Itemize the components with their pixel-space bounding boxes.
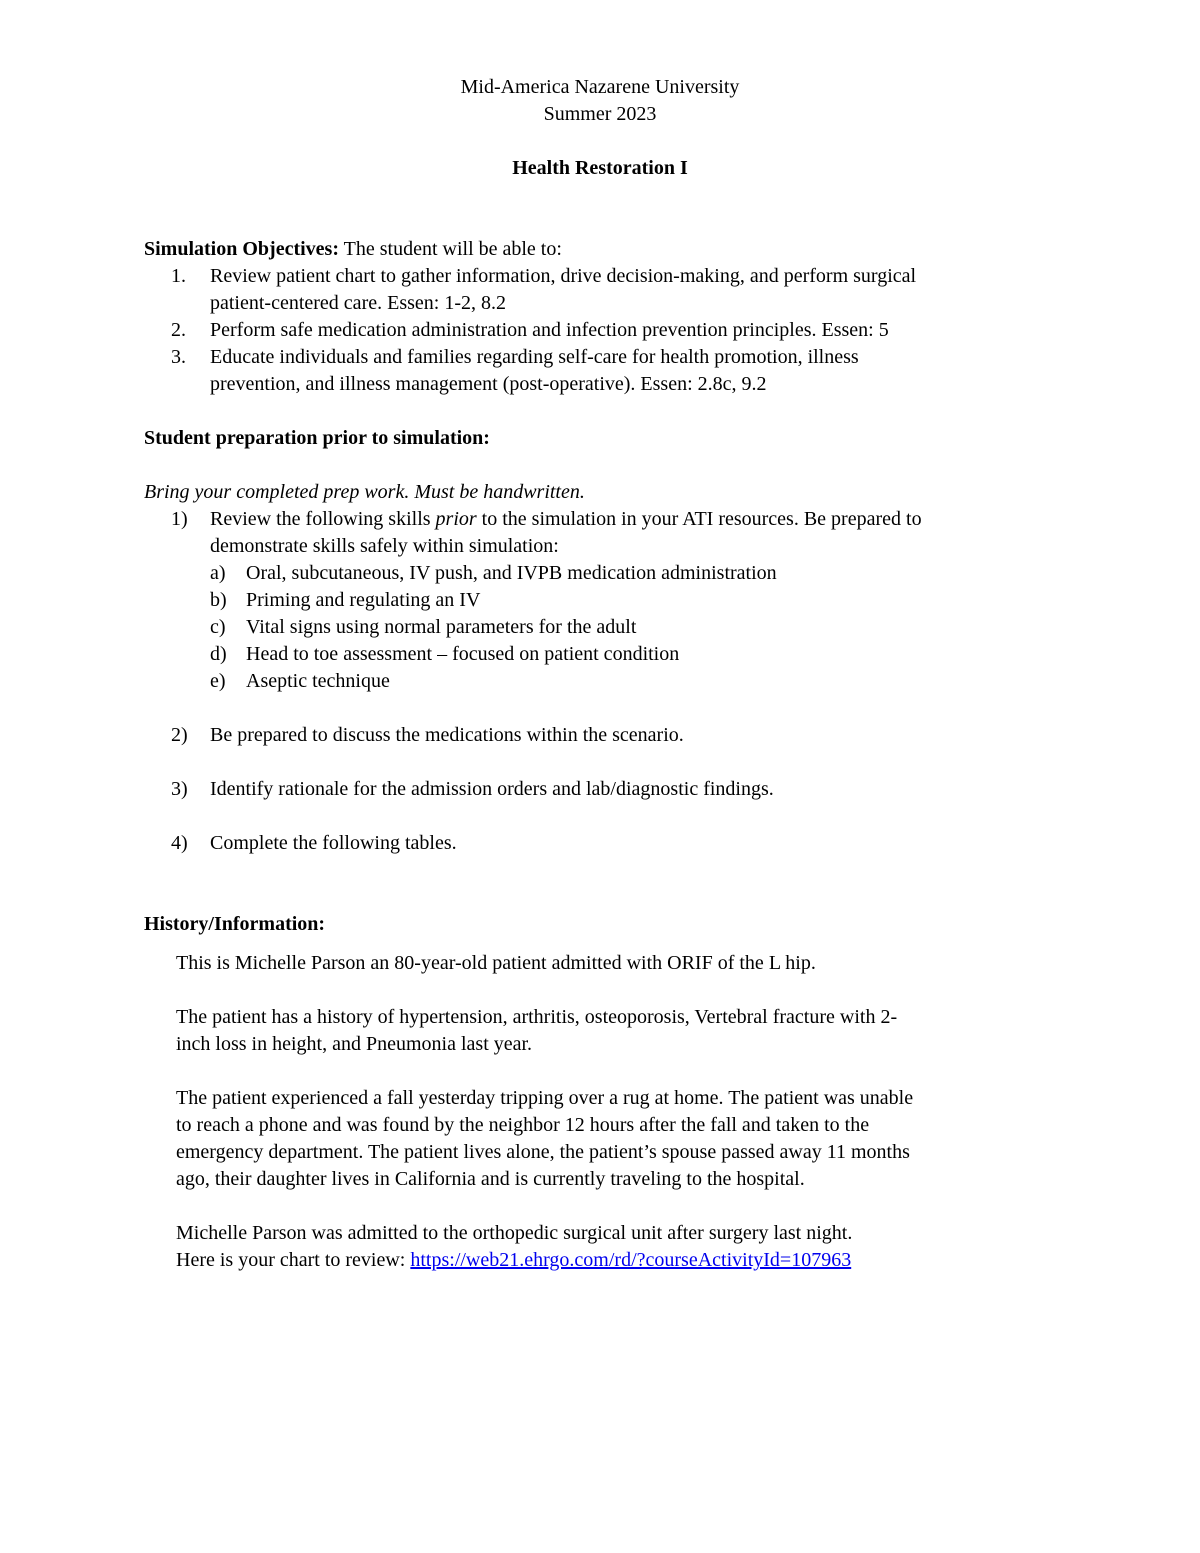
objective-1-line-2: patient-centered care. Essen: 1-2, 8.2 xyxy=(210,292,506,314)
skill-item: Head to toe assessment – focused on patient condition xyxy=(246,643,680,665)
history-paragraph-3-line-3: emergency department. The patient lives alone, the patient’s spouse passed away 11 months xyxy=(176,1141,910,1163)
history-paragraph-3-line-4: ago, their daughter lives in California and is currently traveling to the hospital. xyxy=(176,1168,805,1190)
skill-letter: a) xyxy=(210,562,226,584)
step-number: 2) xyxy=(171,724,188,746)
skill-item: Priming and regulating an IV xyxy=(246,589,481,611)
preparation-heading: Student preparation prior to simulation: xyxy=(144,427,490,449)
step-number: 1) xyxy=(171,508,188,530)
step-2-text: Be prepared to discuss the medications within the scenario. xyxy=(210,724,684,746)
skill-letter: b) xyxy=(210,589,227,611)
skill-letter: d) xyxy=(210,643,227,665)
step-number: 4) xyxy=(171,832,188,854)
skill-letter: e) xyxy=(210,670,226,692)
step-1-text-c: to the simulation in your ATI resources. Be prepared to xyxy=(476,508,922,530)
step-1-text-prior: prior xyxy=(435,508,477,530)
chart-review-label: Here is your chart to review: xyxy=(176,1249,411,1271)
history-heading: History/Information: xyxy=(144,913,326,935)
objective-3-line-2: prevention, and illness management (post-operative). Essen: 2.8c, 9.2 xyxy=(210,373,767,395)
objective-number: 2. xyxy=(171,319,186,341)
preparation-note: Bring your completed prep work. Must be handwritten. xyxy=(144,481,585,503)
skill-item: Vital signs using normal parameters for the adult xyxy=(246,616,637,638)
history-paragraph-2-line-1: The patient has a history of hypertension, arthritis, osteoporosis, Vertebral fracture with 2- xyxy=(176,1006,898,1028)
skill-letter: c) xyxy=(210,616,226,638)
objectives-heading-line xyxy=(144,237,562,261)
objective-3-line-1: Educate individuals and families regarding self-care for health promotion, illness xyxy=(210,346,859,368)
objective-number: 1. xyxy=(171,265,186,287)
step-number: 3) xyxy=(171,778,188,800)
objectives-intro: The student will be able to: xyxy=(339,238,562,260)
history-paragraph-2-line-2: inch loss in height, and Pneumonia last year. xyxy=(176,1033,533,1055)
objective-2-line-1: Perform safe medication administration and infection prevention principles. Essen: 5 xyxy=(210,319,889,341)
history-paragraph-3-line-1: The patient experienced a fall yesterday tripping over a rug at home. The patient was unable xyxy=(176,1087,914,1109)
step-4-text: Complete the following tables. xyxy=(210,832,457,854)
objectives-heading: Simulation Objectives: xyxy=(144,238,339,260)
step-1-text-a: Review the following skills xyxy=(210,508,436,530)
chart-review-line xyxy=(176,1248,851,1272)
term: Summer 2023 xyxy=(543,103,657,125)
objective-number: 3. xyxy=(171,346,186,368)
objective-1-line-1: Review patient chart to gather information, drive decision-making, and perform surgical xyxy=(210,265,917,287)
university-name: Mid-America Nazarene University xyxy=(460,76,740,98)
step-3-text: Identify rationale for the admission orders and lab/diagnostic findings. xyxy=(210,778,774,800)
history-paragraph-3-line-2: to reach a phone and was found by the neighbor 12 hours after the fall and taken to the xyxy=(176,1114,870,1136)
step-1-line-1 xyxy=(210,507,922,531)
skill-item: Oral, subcutaneous, IV push, and IVPB medication administration xyxy=(246,562,777,584)
step-1-line-2: demonstrate skills safely within simulation: xyxy=(210,535,559,557)
skill-item: Aseptic technique xyxy=(246,670,390,692)
history-paragraph-1: This is Michelle Parson an 80-year-old patient admitted with ORIF of the L hip. xyxy=(176,952,816,974)
history-paragraph-4: Michelle Parson was admitted to the orthopedic surgical unit after surgery last night. xyxy=(176,1222,853,1244)
chart-link[interactable]: https://web21.ehrgo.com/rd/?courseActivityId=107963 xyxy=(410,1249,852,1271)
course-title: Health Restoration I xyxy=(512,157,688,179)
